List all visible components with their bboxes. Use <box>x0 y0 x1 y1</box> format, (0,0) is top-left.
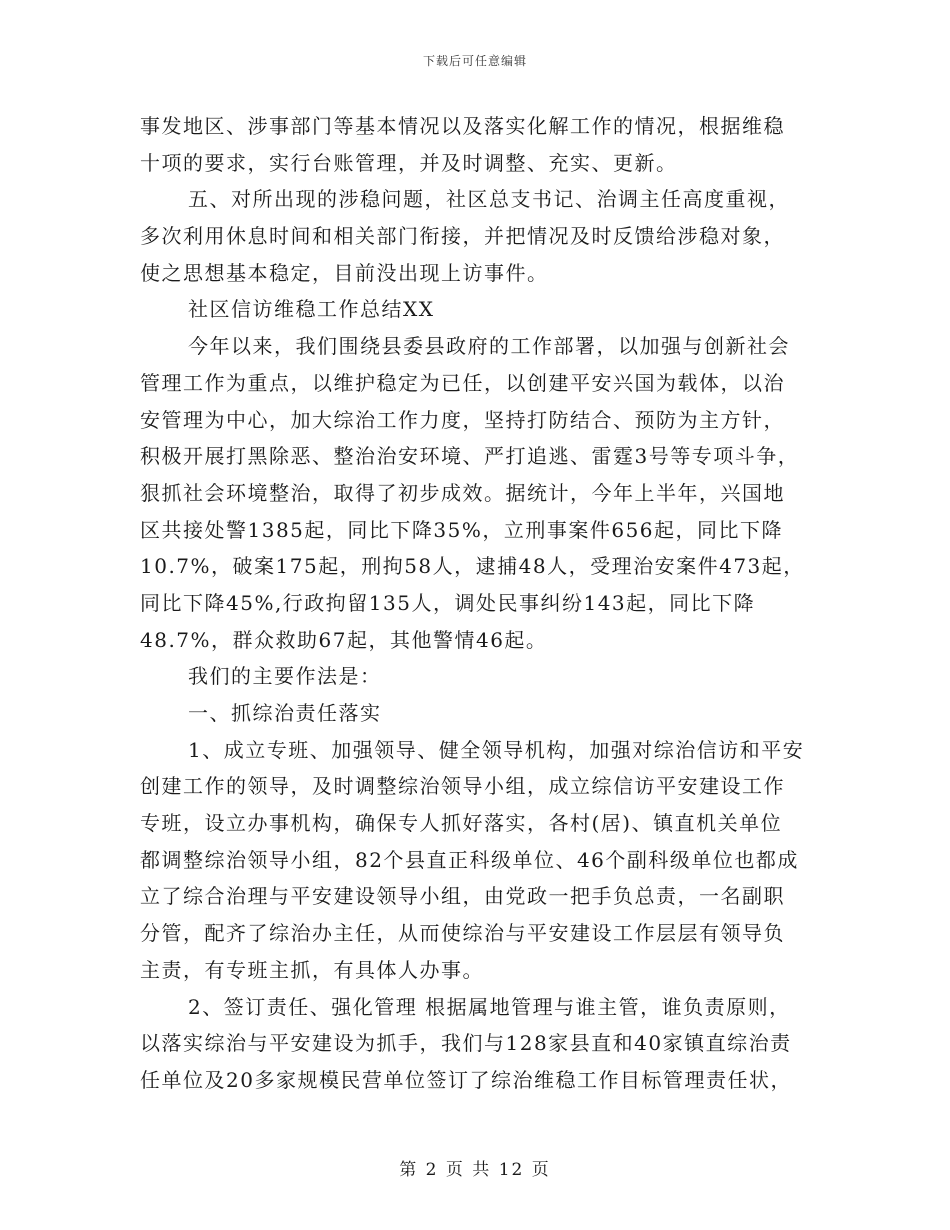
text-line: 主责，有专班主抓，有具体人办事。 <box>140 957 484 982</box>
text-line: 2、签订责任、强化管理 根据属地管理与谁主管，谁负责原则， <box>188 994 791 1019</box>
text-line: 任单位及20多家规模民营单位签订了综治维稳工作目标管理责任状， <box>140 1067 792 1092</box>
text-line: 狠抓社会环境整治，取得了初步成效。据统计，今年上半年，兴国地 <box>140 480 785 505</box>
text-line: 都调整综治领导小组，82个县直正科级单位、46个副科级单位也都成 <box>140 847 799 872</box>
page-footer: 第 2 页 共 12 页 <box>399 1160 551 1180</box>
text-line: 事发地区、涉事部门等基本情况以及落实化解工作的情况，根据维稳 <box>140 114 785 138</box>
document-body <box>140 108 820 1099</box>
text-line: 五、对所出现的涉稳问题，社区总支书记、治调主任高度重视， <box>188 187 790 212</box>
text-line: 10.7%，破案175起，刑拘58人，逮捕48人，受理治安案件473起， <box>140 554 805 579</box>
text-line: 同比下降45%,行政拘留135人，调处民事纠纷143起，同比下降 <box>140 590 756 615</box>
text-line: 管理工作为重点，以维护稳定为已任，以创建平安兴国为载体，以治 <box>140 370 785 395</box>
text-line: 立了综合治理与平安建设领导小组，由党政一把手负总责，一名副职 <box>140 884 785 909</box>
text-line: 分管，配齐了综治办主任，从而使综治与平安建设工作层层有领导负 <box>140 921 785 946</box>
text-line: 区共接处警1385起，同比下降35%，立刑事案件656起，同比下降 <box>140 517 784 542</box>
page-header: 下载后可任意编辑 <box>422 54 527 68</box>
text-line: 创建工作的领导，及时调整综治领导小组，成立综信访平安建设工作 <box>140 774 785 799</box>
text-line: 使之思想基本稳定，目前没出现上访事件。 <box>140 260 549 285</box>
text-line: 1、成立专班、加强领导、健全领导机构，加强对综治信访和平安 <box>188 737 805 762</box>
text-line: 一、抓综治责任落实 <box>188 701 382 725</box>
text-line: 今年以来，我们围绕县委县政府的工作部署，以加强与创新社会 <box>188 334 790 359</box>
text-line: 专班，设立办事机构，确保专人抓好落实，各村(居)、镇直机关单位 <box>140 811 783 836</box>
text-line: 积极开展打黑除恶、整治治安环境、严打追逃、雷霆3号等专项斗争， <box>140 444 800 469</box>
text-line: 社区信访维稳工作总结XX <box>188 297 435 322</box>
text-line: 以落实综治与平安建设为抓手，我们与128家县直和40家镇直综治责 <box>140 1031 792 1056</box>
text-line: 我们的主要作法是： <box>188 664 382 689</box>
text-line: 多次利用休息时间和相关部门衔接，并把情况及时反馈给涉稳对象， <box>140 224 785 249</box>
text-line: 48.7%，群众救助67起，其他警情46起。 <box>140 627 548 652</box>
text-line: 安管理为中心，加大综治工作力度，坚持打防结合、预防为主方针， <box>140 407 785 432</box>
text-line: 十项的要求，实行台账管理，并及时调整、充实、更新。 <box>140 150 678 175</box>
